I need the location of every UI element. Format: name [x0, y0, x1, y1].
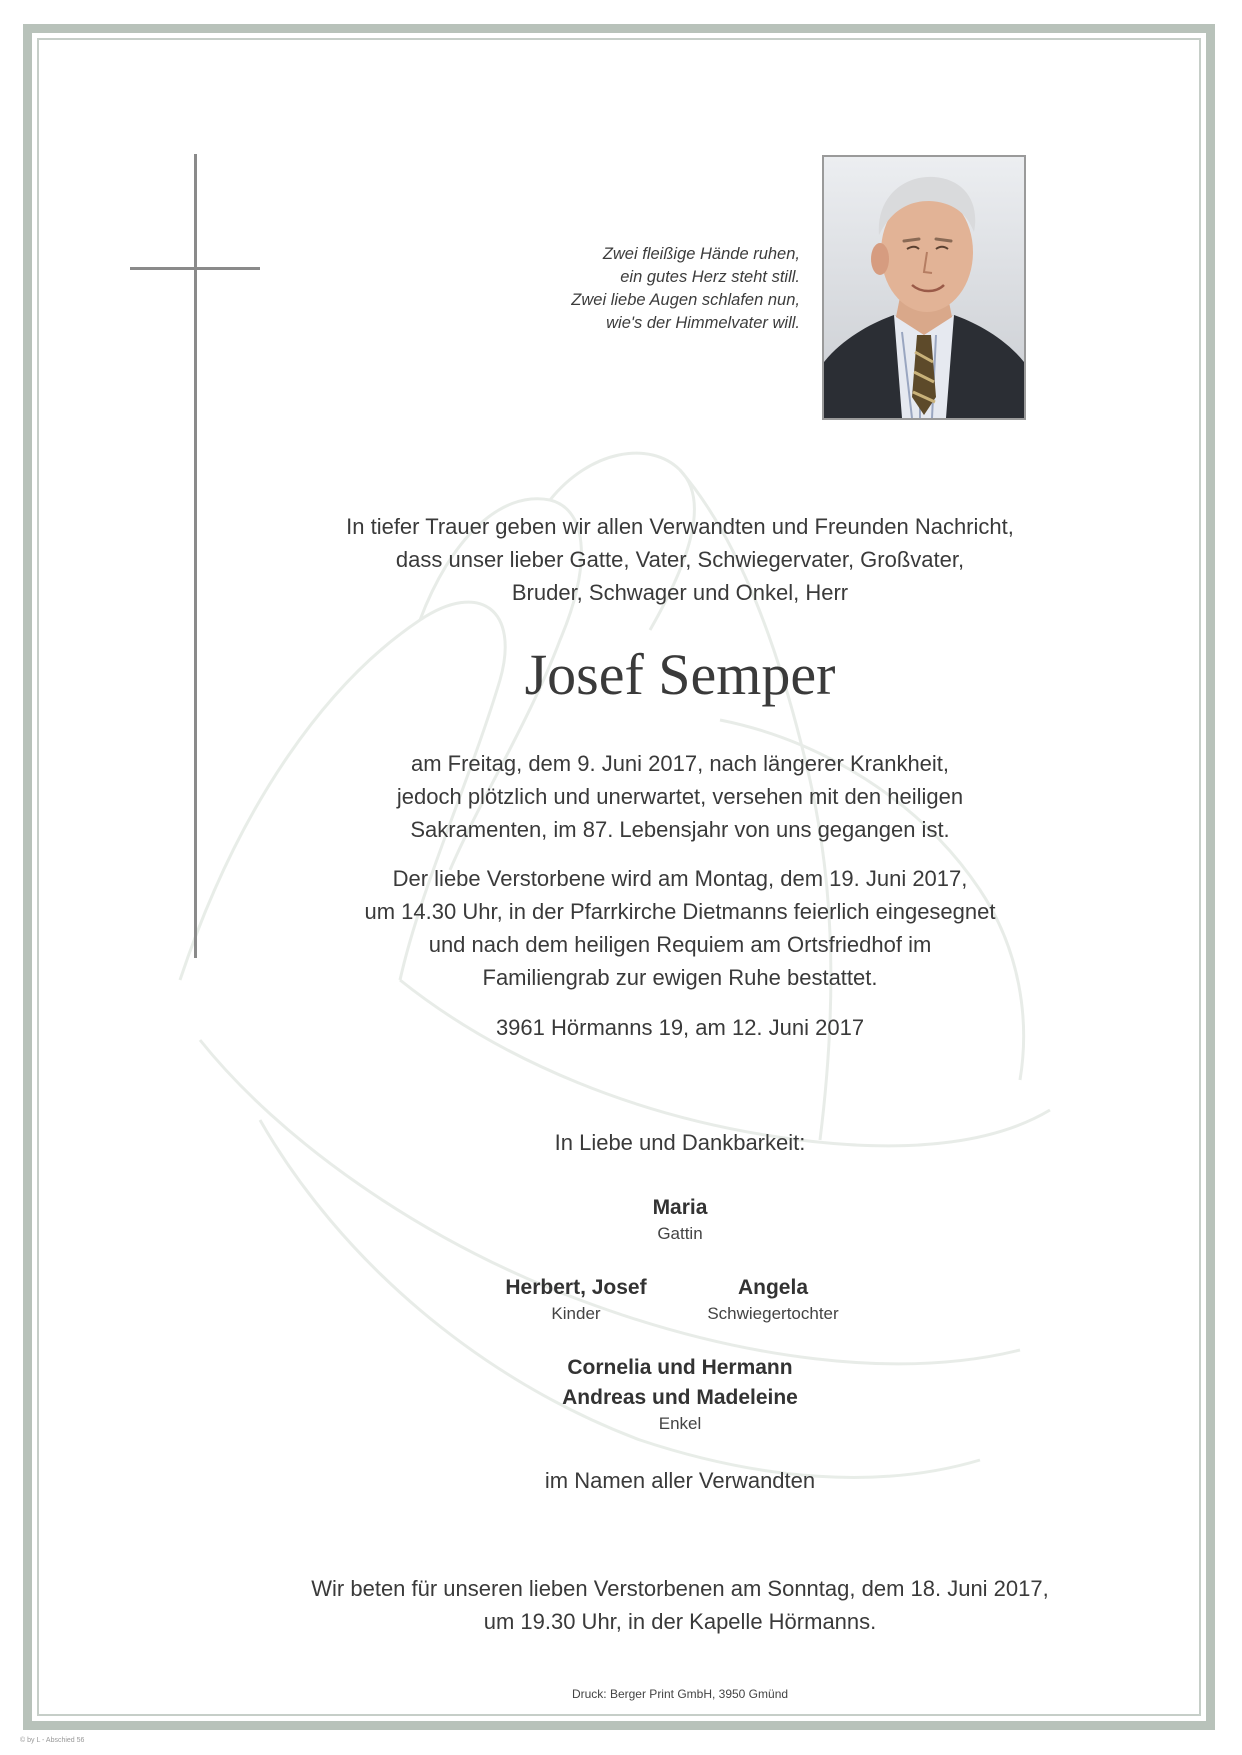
funeral-details: [240, 862, 1120, 994]
place-date: 3961 Hörmanns 19, am 12. Juni 2017: [495, 1015, 865, 1040]
family-daughter-in-law: [673, 1273, 873, 1325]
all-relatives-note: im Namen aller Verwandten: [544, 1468, 816, 1493]
intro-line: Bruder, Schwager und Onkel, Herr: [511, 580, 849, 605]
family-wife: [240, 1193, 1120, 1245]
death-notice-line: Sakramenten, im 87. Lebensjahr von uns gegangen ist.: [410, 817, 950, 842]
death-notice: [240, 747, 1120, 846]
template-code: © by L - Abschied 56: [20, 1737, 85, 1744]
family-member-name: Andreas und Madeleine: [562, 1386, 798, 1409]
family-grandchildren: [240, 1353, 1120, 1435]
portrait-figure-icon: [824, 157, 1024, 418]
poem-line: Zwei fleißige Hände ruhen,: [602, 245, 800, 263]
death-notice-line: am Freitag, dem 9. Juni 2017, nach längerer Krankheit,: [410, 751, 950, 776]
family-member-name: Herbert, Josef: [505, 1276, 647, 1299]
death-notice-line: jedoch plötzlich und unerwartet, versehen mit den heiligen: [396, 784, 964, 809]
prayer-notice: [240, 1572, 1120, 1638]
family-member-role: Gattin: [657, 1224, 703, 1243]
portrait-photo: [822, 155, 1026, 420]
intro-text: [240, 510, 1120, 609]
family-member-name: Maria: [652, 1196, 708, 1219]
family-children: [476, 1273, 676, 1325]
cross-horizontal-bar: [130, 267, 260, 270]
funeral-line: und nach dem heiligen Requiem am Ortsfriedhof im: [428, 932, 932, 957]
family-member-name: Angela: [737, 1276, 808, 1299]
prayer-line: um 19.30 Uhr, in der Kapelle Hörmanns.: [483, 1609, 877, 1634]
family-member-name: Cornelia und Hermann: [567, 1356, 793, 1379]
intro-line: In tiefer Trauer geben wir allen Verwandten und Freunden Nachricht,: [346, 514, 1014, 539]
deceased-name: Josef Semper: [524, 642, 836, 707]
poem-line: Zwei liebe Augen schlafen nun,: [571, 291, 800, 309]
prayer-line: Wir beten für unseren lieben Verstorbenen am Sonntag, dem 18. Juni 2017,: [311, 1576, 1049, 1601]
thanks-heading: In Liebe und Dankbarkeit:: [554, 1130, 806, 1155]
memorial-poem: [500, 243, 800, 335]
poem-line: ein gutes Herz steht still.: [620, 268, 800, 286]
printer-credit: Druck: Berger Print GmbH, 3950 Gmünd: [571, 1687, 789, 1701]
cross-vertical-bar: [194, 154, 197, 958]
funeral-line: um 14.30 Uhr, in der Pfarrkirche Dietmanns feierlich eingesegnet: [364, 899, 996, 924]
intro-line: dass unser lieber Gatte, Vater, Schwiegervater, Großvater,: [395, 547, 965, 572]
poem-line: wie's der Himmelvater will.: [606, 314, 800, 332]
family-member-role: Schwiegertochter: [707, 1304, 839, 1323]
family-member-role: Enkel: [658, 1414, 702, 1433]
funeral-line: Familiengrab zur ewigen Ruhe bestattet.: [482, 965, 878, 990]
family-member-role: Kinder: [551, 1304, 601, 1323]
funeral-line: Der liebe Verstorbene wird am Montag, dem 19. Juni 2017,: [392, 866, 968, 891]
